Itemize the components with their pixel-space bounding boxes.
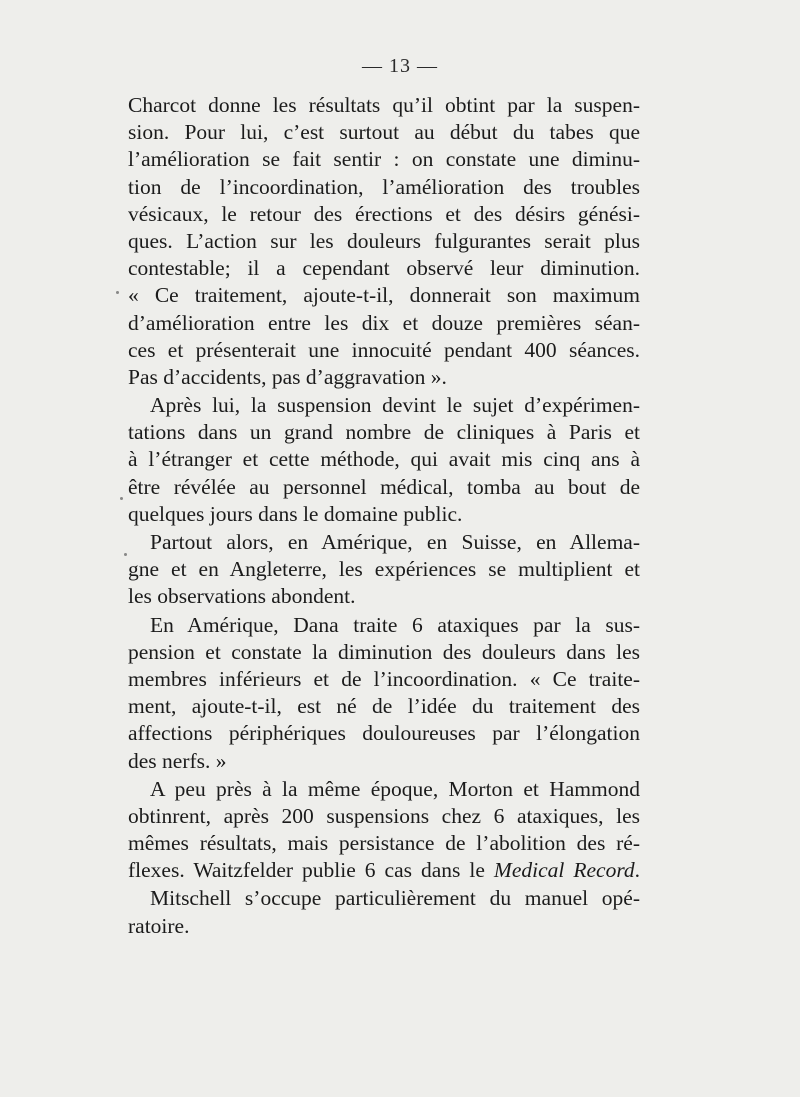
- text-line: ment, ajoute-t-il, est né de l’idée du traitement des: [128, 694, 640, 719]
- text-fragment: flexes. Waitzfelder publie 6 cas dans le: [128, 858, 494, 883]
- text-line: Partout alors, en Amérique, en Suisse, en Allema-: [150, 530, 640, 554]
- text-line: pension et constate la diminution des douleurs dans les: [128, 639, 640, 664]
- paragraph-4: [128, 612, 640, 775]
- text-line: membres inférieurs et de l’incoordination. « Ce traite-: [128, 666, 640, 691]
- text-line-mixed: [128, 857, 640, 884]
- text-line: tations dans un grand nombre de cliniques à Paris et: [128, 420, 640, 445]
- text-line: Pas d’accidents, pas d’aggravation ».: [128, 364, 447, 389]
- text-line: Charcot donne les résultats qu’il obtint par la suspen-: [128, 93, 640, 117]
- text-line: gne et en Angleterre, les expériences se multiplient et: [128, 557, 640, 582]
- text-line: quelques jours dans le domaine public.: [128, 501, 463, 526]
- print-speck: [120, 497, 123, 500]
- paragraph-2: [128, 392, 640, 528]
- text-line: sion. Pour lui, c’est surtout au début du tabes que: [128, 120, 640, 145]
- print-speck: [116, 291, 119, 294]
- text-line: En Amérique, Dana traite 6 ataxiques par la sus-: [150, 612, 640, 637]
- paragraph-3: [128, 529, 640, 611]
- text-line: tion de l’incoordination, l’amélioration des troubles: [128, 174, 640, 199]
- paragraph-1: [128, 92, 640, 391]
- text-line: contestable; il a cependant observé leur diminution.: [128, 256, 640, 281]
- paragraph-5: [128, 776, 640, 885]
- text-line: obtinrent, après 200 suspensions chez 6 ataxiques, les: [128, 803, 640, 828]
- text-line: être révélée au personnel médical, tomba au bout de: [128, 474, 640, 499]
- text-line: à l’étranger et cette méthode, qui avait mis cinq ans à: [128, 447, 640, 472]
- text-line: A peu près à la même époque, Morton et Hammond: [150, 776, 640, 801]
- text-line: les observations abondent.: [128, 584, 356, 609]
- text-line: vésicaux, le retour des érections et des désirs génési-: [128, 201, 640, 226]
- page-number: — 13 —: [362, 55, 438, 77]
- text-line: ces et présenterait une innocuité pendant 400 séances.: [128, 337, 640, 362]
- text-line: d’amélioration entre les dix et douze premières séan-: [128, 310, 640, 335]
- text-line: des nerfs. »: [128, 748, 227, 773]
- text-line: « Ce traitement, ajoute-t-il, donnerait son maximum: [128, 283, 640, 308]
- body-text: [128, 92, 640, 941]
- journal-title: Medical Record: [493, 858, 635, 883]
- text-line: mêmes résultats, mais persistance de l’abolition des ré-: [128, 831, 640, 856]
- text-line: ques. L’action sur les douleurs fulgurantes serait plus: [128, 228, 640, 253]
- text-fragment: .: [634, 858, 641, 883]
- paragraph-6: [128, 885, 640, 939]
- text-line: affections périphériques douloureuses par l’élongation: [128, 721, 640, 746]
- text-line: Après lui, la suspension devint le sujet d’expérimen-: [150, 393, 640, 418]
- text-line: l’amélioration se fait sentir : on constate une diminu-: [128, 147, 640, 172]
- print-speck: [124, 553, 127, 556]
- text-line: Mitschell s’occupe particulièrement du manuel opé-: [150, 886, 640, 911]
- text-line: ratoire.: [128, 913, 190, 938]
